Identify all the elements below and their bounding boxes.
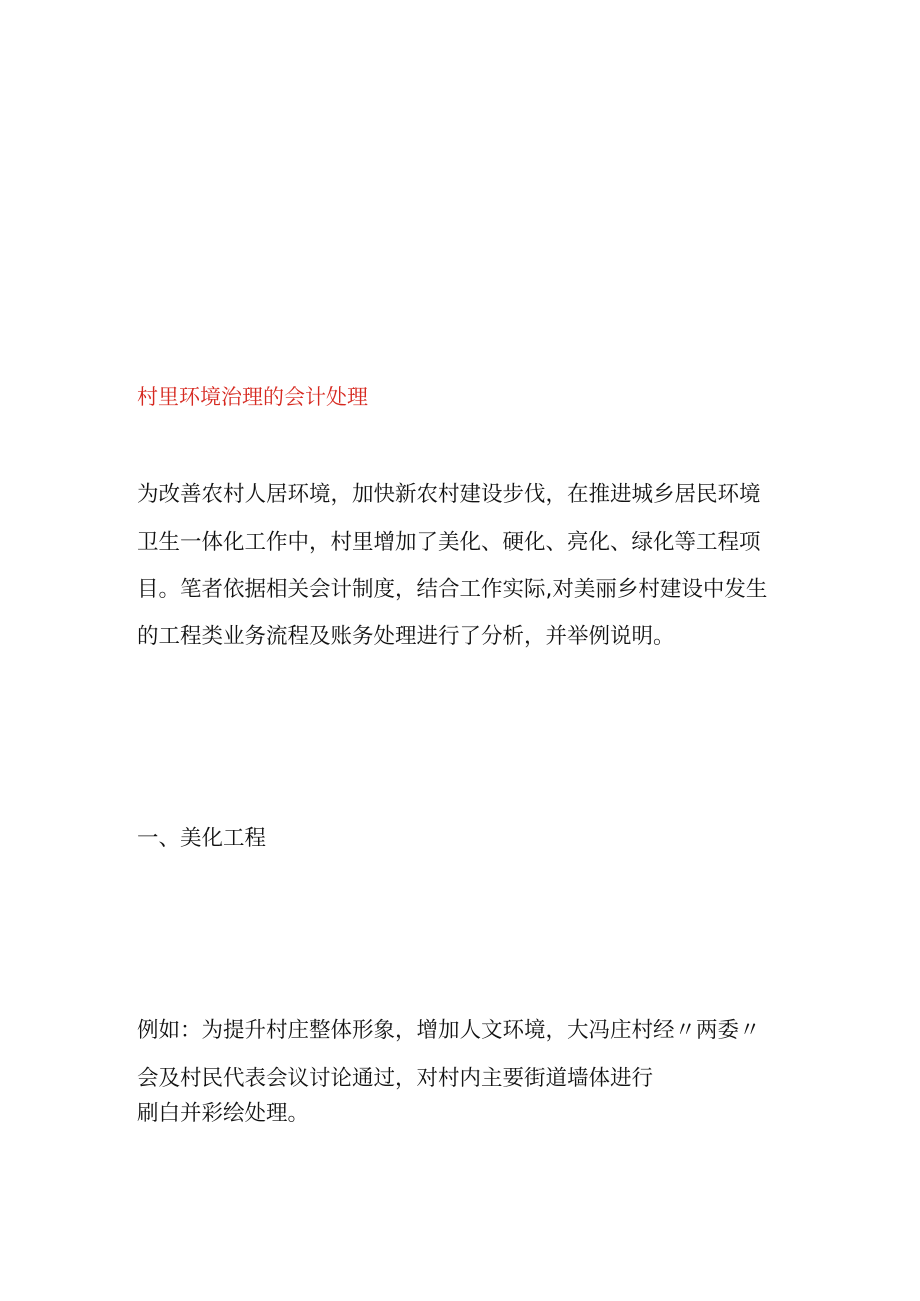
intro-line-2: 卫生一体化工作中，村里增加了美化、硬化、亮化、绿化等工程项 xyxy=(137,530,761,555)
intro-line-1: 为改善农村人居环境，加快新农村建设步伐，在推进城乡居民环境 xyxy=(137,482,761,507)
section-heading: 一、美化工程 xyxy=(137,826,267,851)
example-line-3: 刷白并彩绘处理。 xyxy=(137,1101,310,1126)
example-line-2: 会及村民代表会议讨论通过，对村内主要街道墙体进行 xyxy=(137,1066,654,1091)
document-title: 村里环境治理的会计处理 xyxy=(137,385,368,409)
intro-line-3: 目。笔者依据相关会计制度，结合工作实际,对美丽乡村建设中发生 xyxy=(137,577,768,602)
example-line-1: 例如：为提升村庄整体形象，增加人文环境，大冯庄村经〃两委〃 xyxy=(137,1018,761,1043)
intro-line-4: 的工程类业务流程及账务处理进行了分析，并举例说明。 xyxy=(137,624,675,649)
